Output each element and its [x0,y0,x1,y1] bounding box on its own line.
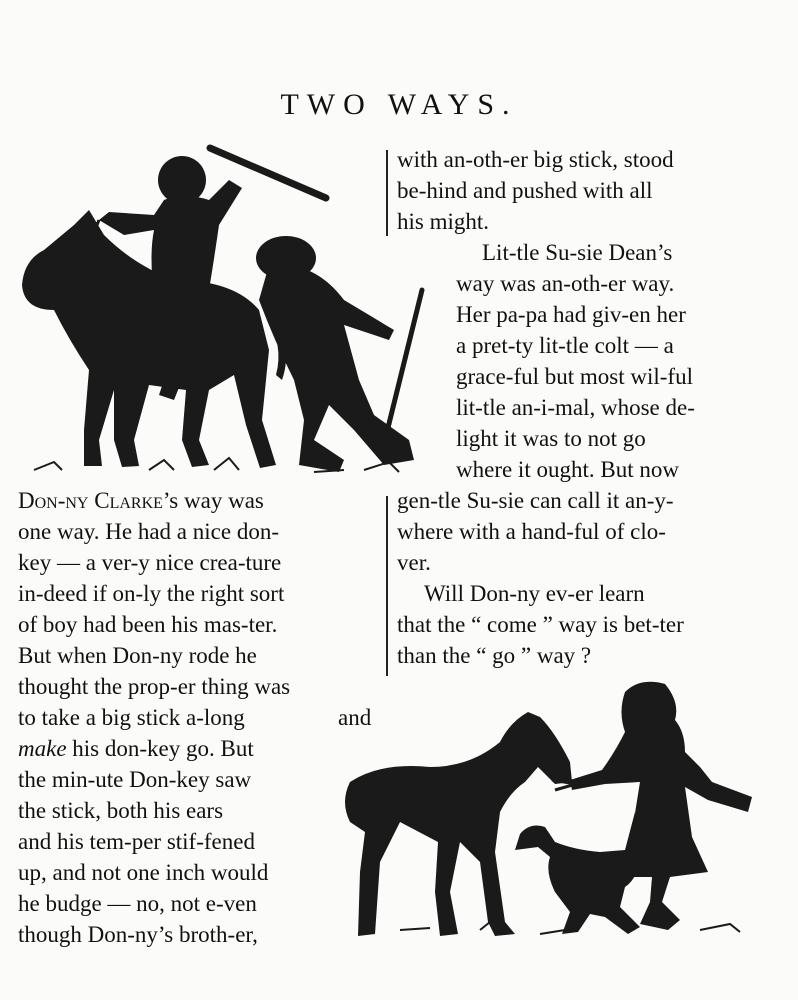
colt-girl-dog-illustration [340,672,760,952]
text-line: and [338,705,372,730]
text-line: though Don-ny’s broth-er, [18,922,258,947]
text-line: Will Don-ny ev-er learn [424,581,645,606]
text-line: a pret-ty lit-tle colt — a [456,333,674,358]
text-fragment: ’s way was [162,488,264,513]
text-line: than the “ go ” way ? [397,643,592,668]
text-line: and his tem-per stif-fened [18,829,255,854]
text-line: But when Don-ny rode he [18,643,257,668]
text-line [18,733,254,765]
page-title: TWO WAYS. [280,88,518,121]
text-line: to take a big stick a-long [18,705,245,730]
text-line: in-deed if on-ly the right sort [18,581,285,606]
emphasis-text: make [18,736,67,761]
column-rule-bottom [386,496,388,676]
donkey-boys-illustration [14,140,434,485]
text-line: of boy had been his mas-ter. [18,612,278,637]
text-line: lit-tle an-i-mal, whose de- [456,395,695,420]
text-line: light it was to not go [456,426,646,451]
text-line: the min-ute Don-key saw [18,767,252,792]
text-line: up, and not one inch would [18,860,269,885]
text-line: where with a hand-ful of clo- [397,519,666,544]
text-line: his might. [397,209,490,234]
text-line: where it ought. But now [456,457,679,482]
text-line: with an-oth-er big stick, stood [397,147,674,172]
text-line: key — a ver-y nice crea-ture [18,550,282,575]
text-line: gen-tle Su-sie can call it an-y- [397,488,674,513]
text-line: the stick, both his ears [18,798,224,823]
text-line: Her pa-pa had giv-en her [456,302,686,327]
name-smallcaps: Don-ny Clarke [18,488,163,513]
text-line: one way. He had a nice don- [18,519,279,544]
text-line: be-hind and pushed with all [397,178,653,203]
text-line [18,485,264,517]
text-line: that the “ come ” way is bet-ter [397,612,684,637]
text-line: way was an-oth-er way. [456,271,675,296]
text-line: grace-ful but most wil-ful [456,364,693,389]
text-line: thought the prop-er thing was [18,674,291,699]
text-line: ver. [397,550,431,575]
text-line: he budge — no, not e-ven [18,891,257,916]
text-line: Lit-tle Su-sie Dean’s [482,240,673,265]
text-fragment: his don-key go. But [66,736,254,761]
